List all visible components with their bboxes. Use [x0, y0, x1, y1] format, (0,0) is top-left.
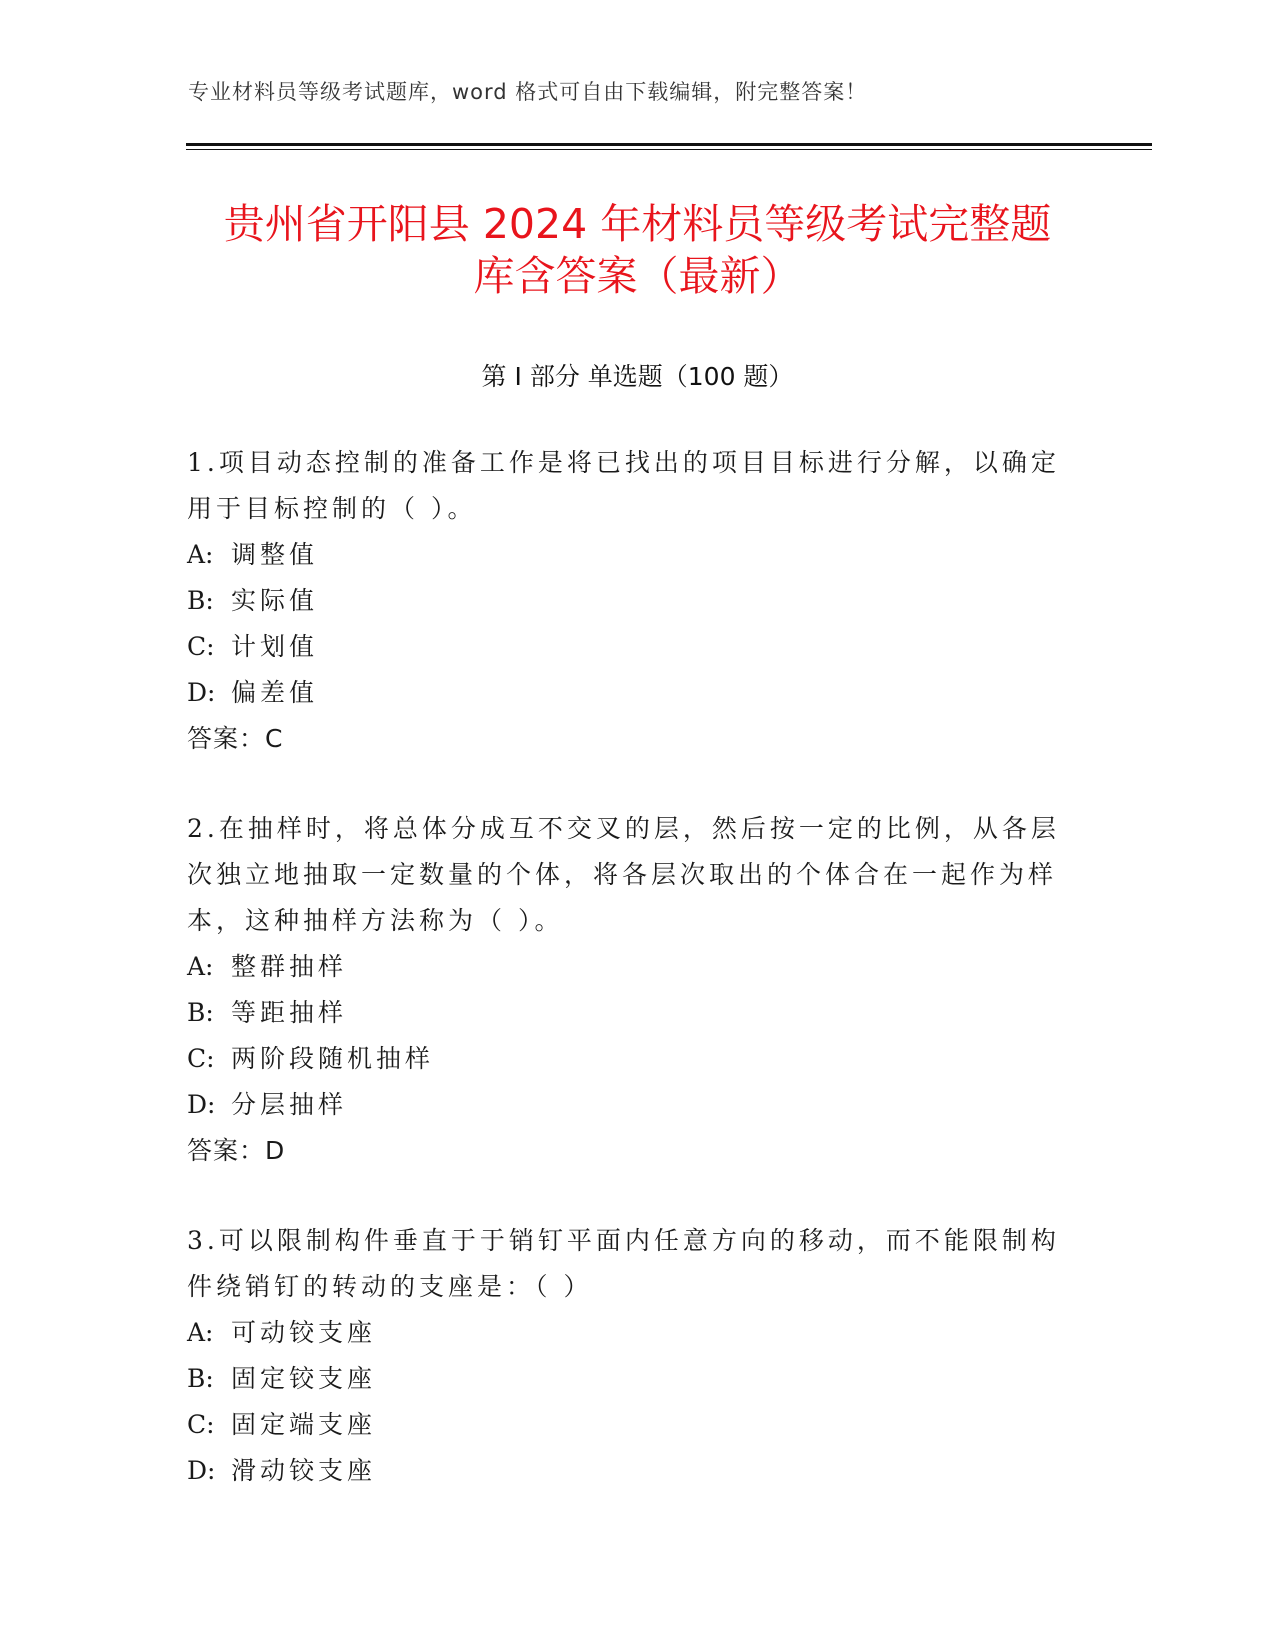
- option-key: A:: [187, 952, 214, 981]
- option-b: [187, 990, 1067, 1036]
- option-text: 计划值: [231, 632, 319, 661]
- question-stem: 3.可以限制构件垂直于于销钉平面内任意方向的移动，而不能限制构件绕销钉的转动的支座是：（ ）: [187, 1226, 1060, 1301]
- question-stem: 2.在抽样时，将总体分成互不交叉的层，然后按一定的比例，从各层次独立地抽取一定数量的个体，将各层次取出的个体合在一起作为样本，这种抽样方法称为（ ）。: [187, 814, 1060, 935]
- section-heading: 第 I 部分 单选题（100 题）: [481, 362, 794, 391]
- option-text: 两阶段随机抽样: [231, 1044, 435, 1073]
- option-text: 整群抽样: [231, 952, 348, 981]
- title-line-1: 贵州省开阳县 2024 年材料员等级考试完整题: [223, 200, 1052, 248]
- answer-line: 答案：C: [187, 724, 284, 753]
- option-text: 固定铰支座: [231, 1364, 377, 1393]
- option-c: [187, 1036, 1067, 1082]
- option-text: 等距抽样: [231, 998, 348, 1027]
- option-text: 滑动铰支座: [231, 1456, 377, 1485]
- option-text: 实际值: [231, 586, 319, 615]
- option-key: C:: [187, 632, 215, 661]
- option-text: 固定端支座: [231, 1410, 377, 1439]
- option-a: [187, 1310, 1067, 1356]
- option-d: [187, 670, 1067, 716]
- option-c: [187, 1402, 1067, 1448]
- option-key: C:: [187, 1410, 215, 1439]
- option-text: 可动铰支座: [231, 1318, 377, 1347]
- header-rule-thin: [186, 149, 1152, 150]
- answer-line: 答案：D: [187, 1136, 286, 1165]
- option-key: D:: [187, 678, 216, 707]
- option-a: [187, 532, 1067, 578]
- option-d: [187, 1082, 1067, 1128]
- question-item: [187, 440, 1067, 762]
- question-stem: 1.项目动态控制的准备工作是将已找出的项目目标进行分解，以确定用于目标控制的（ ）。: [187, 448, 1060, 523]
- option-a: [187, 944, 1067, 990]
- document-title: [150, 198, 1125, 302]
- option-key: A:: [187, 1318, 214, 1347]
- question-item: [187, 806, 1067, 1174]
- option-b: [187, 578, 1067, 624]
- header-rule-thick: [186, 143, 1152, 146]
- question-item: [187, 1218, 1067, 1494]
- option-b: [187, 1356, 1067, 1402]
- option-d: [187, 1448, 1067, 1494]
- option-key: D:: [187, 1456, 216, 1485]
- option-key: B:: [187, 1364, 214, 1393]
- option-key: B:: [187, 998, 214, 1027]
- option-text: 偏差值: [231, 678, 319, 707]
- option-key: A:: [187, 540, 214, 569]
- option-key: D:: [187, 1090, 216, 1119]
- header-note: 专业材料员等级考试题库，word 格式可自由下载编辑，附完整答案！: [188, 80, 868, 104]
- option-key: B:: [187, 586, 214, 615]
- option-key: C:: [187, 1044, 215, 1073]
- option-text: 调整值: [231, 540, 319, 569]
- option-text: 分层抽样: [231, 1090, 348, 1119]
- option-c: [187, 624, 1067, 670]
- title-line-2: 库含答案（最新）: [473, 252, 802, 300]
- question-list: [187, 440, 1067, 1538]
